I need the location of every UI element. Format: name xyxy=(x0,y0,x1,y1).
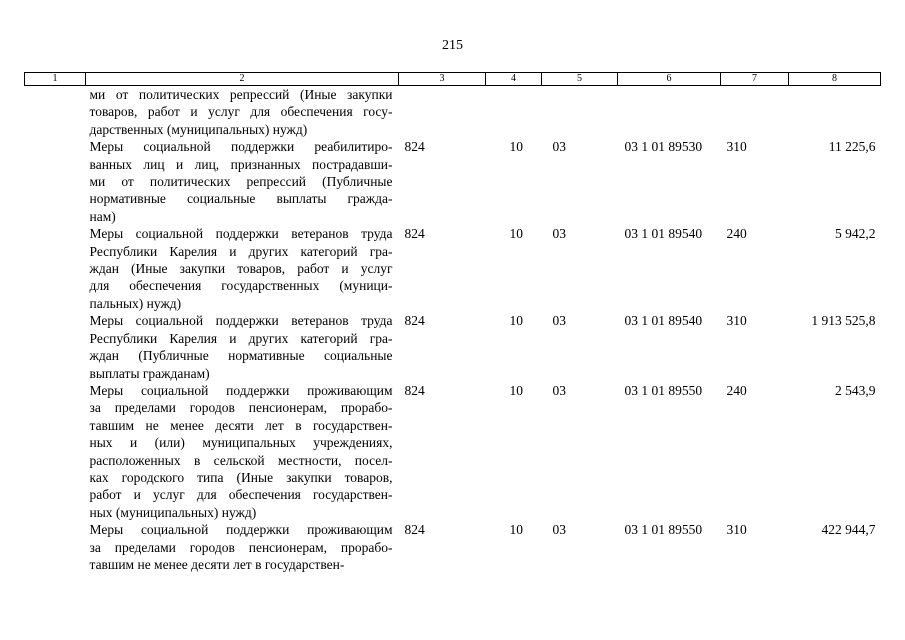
column-header-5: 5 xyxy=(542,73,618,86)
amount-cell: 1 913 525,8 xyxy=(811,313,876,329)
expense-name-line: Меры социальной поддержки ветеранов труда xyxy=(89,226,393,242)
administrator-code-cell: 824 xyxy=(404,382,425,398)
column-header-2: 2 xyxy=(86,73,399,86)
expense-type-cell xyxy=(721,86,789,139)
expense-name-cell xyxy=(86,86,399,139)
table-row xyxy=(25,312,881,382)
section-code-cell: 10 xyxy=(509,522,523,538)
expense-name-line: ных (муниципальных) нужд) xyxy=(89,504,257,520)
target-article-cell: 03 1 01 89550 xyxy=(624,382,703,398)
expense-name-line: нормативные социальные выплаты гражда- xyxy=(89,191,393,207)
expense-name-line: Меры социальной поддержки проживающим xyxy=(89,382,393,398)
expense-name-cell xyxy=(86,138,399,225)
expense-type-cell: 240 xyxy=(726,382,747,398)
target-article-cell: 03 1 01 89530 xyxy=(624,139,703,155)
subsection-code-cell: 03 xyxy=(552,522,566,538)
expense-name-line: ках городского типа (Иные закупки товаров, xyxy=(89,469,393,485)
expense-type-cell: 310 xyxy=(726,522,747,538)
target-article-cell: 03 1 01 89550 xyxy=(624,522,703,538)
section-code-cell: 10 xyxy=(509,382,523,398)
expense-name-line: нам) xyxy=(89,208,116,224)
subsection-code-cell: 03 xyxy=(552,226,566,242)
expense-name-line: ми от политических репрессий (Публичные xyxy=(89,174,393,190)
section-code-cell xyxy=(486,86,542,139)
expense-type-cell: 310 xyxy=(726,139,747,155)
expense-name-line: дарственных (муниципальных) нужд) xyxy=(89,121,308,137)
table-row xyxy=(25,521,881,573)
subsection-code-cell: 03 xyxy=(552,382,566,398)
expense-name-line: ванных лиц и лиц, признанных пострадавши- xyxy=(89,156,393,172)
expense-name-line: ми от политических репрессий (Иные закупки xyxy=(89,87,393,102)
expense-name-line: ных и (или) муниципальных учреждениях, xyxy=(89,435,393,451)
administrator-code-cell: 824 xyxy=(404,313,425,329)
expense-name-line: работ и услуг для обеспечения государствен- xyxy=(89,487,393,503)
row-number-cell xyxy=(25,86,86,139)
column-header-6: 6 xyxy=(618,73,721,86)
expense-name-line: для обеспечения государственных (муници- xyxy=(89,278,393,294)
table-row xyxy=(25,86,881,139)
amount-cell xyxy=(789,86,881,139)
administrator-code-cell: 824 xyxy=(404,522,425,538)
expense-name-line: Республики Карелия и других категорий гра- xyxy=(89,330,393,346)
section-code-cell: 10 xyxy=(509,139,523,155)
row-number-cell xyxy=(25,138,86,225)
expense-name-cell xyxy=(86,312,399,382)
column-header-1: 1 xyxy=(25,73,86,86)
expense-name-line: тавшим не менее десяти лет в государствен- xyxy=(89,417,393,433)
administrator-code-cell xyxy=(399,86,486,139)
expense-name-cell xyxy=(86,382,399,521)
expense-name-cell xyxy=(86,225,399,312)
expense-name-line: ждан (Иные закупки товаров, работ и услуг xyxy=(89,261,393,277)
row-number-cell xyxy=(25,225,86,312)
amount-cell: 5 942,2 xyxy=(835,226,876,242)
target-article-cell: 03 1 01 89540 xyxy=(624,226,703,242)
target-article-cell xyxy=(618,86,721,139)
row-number-cell xyxy=(25,382,86,521)
budget-table xyxy=(24,72,881,573)
column-number-header xyxy=(25,73,881,86)
expense-name-line: товаров, работ и услуг для обеспечения госу- xyxy=(89,104,393,120)
column-header-4: 4 xyxy=(486,73,542,86)
expense-name-line: расположенных в сельской местности, посел- xyxy=(89,452,393,468)
row-number-cell xyxy=(25,312,86,382)
expense-name-line: тавшим не менее десяти лет в государствен- xyxy=(89,556,345,572)
subsection-code-cell: 03 xyxy=(552,313,566,329)
column-header-3: 3 xyxy=(399,73,486,86)
expense-name-line: выплаты гражданам) xyxy=(89,365,210,381)
expense-name-line: пальных) нужд) xyxy=(89,295,182,311)
table-body xyxy=(25,86,881,574)
expense-type-cell: 310 xyxy=(726,313,747,329)
subsection-code-cell xyxy=(542,86,618,139)
amount-cell: 2 543,9 xyxy=(835,382,876,398)
table-row xyxy=(25,382,881,521)
subsection-code-cell: 03 xyxy=(552,139,566,155)
expense-name-line: Республики Карелия и других категорий гра- xyxy=(89,243,393,259)
expense-name-line: Меры социальной поддержки ветеранов труда xyxy=(89,313,393,329)
column-header-7: 7 xyxy=(721,73,789,86)
expense-name-line: за пределами городов пенсионерам, прорабо- xyxy=(89,400,393,416)
table-row xyxy=(25,225,881,312)
table-row xyxy=(25,138,881,225)
amount-cell: 422 944,7 xyxy=(821,522,876,538)
expense-name-line: за пределами городов пенсионерам, прорабо- xyxy=(89,539,393,555)
column-header-8: 8 xyxy=(789,73,881,86)
expense-name-line: ждан (Публичные нормативные социальные xyxy=(89,348,393,364)
target-article-cell: 03 1 01 89540 xyxy=(624,313,703,329)
administrator-code-cell: 824 xyxy=(404,226,425,242)
administrator-code-cell: 824 xyxy=(404,139,425,155)
section-code-cell: 10 xyxy=(509,226,523,242)
section-code-cell: 10 xyxy=(509,313,523,329)
expense-name-line: Меры социальной поддержки проживающим xyxy=(89,522,393,538)
expense-name-line: Меры социальной поддержки реабилитиро- xyxy=(89,139,393,155)
expense-name-cell xyxy=(86,521,399,573)
row-number-cell xyxy=(25,521,86,573)
page-number: 215 xyxy=(442,38,463,53)
amount-cell: 11 225,6 xyxy=(828,139,876,155)
expense-type-cell: 240 xyxy=(726,226,747,242)
